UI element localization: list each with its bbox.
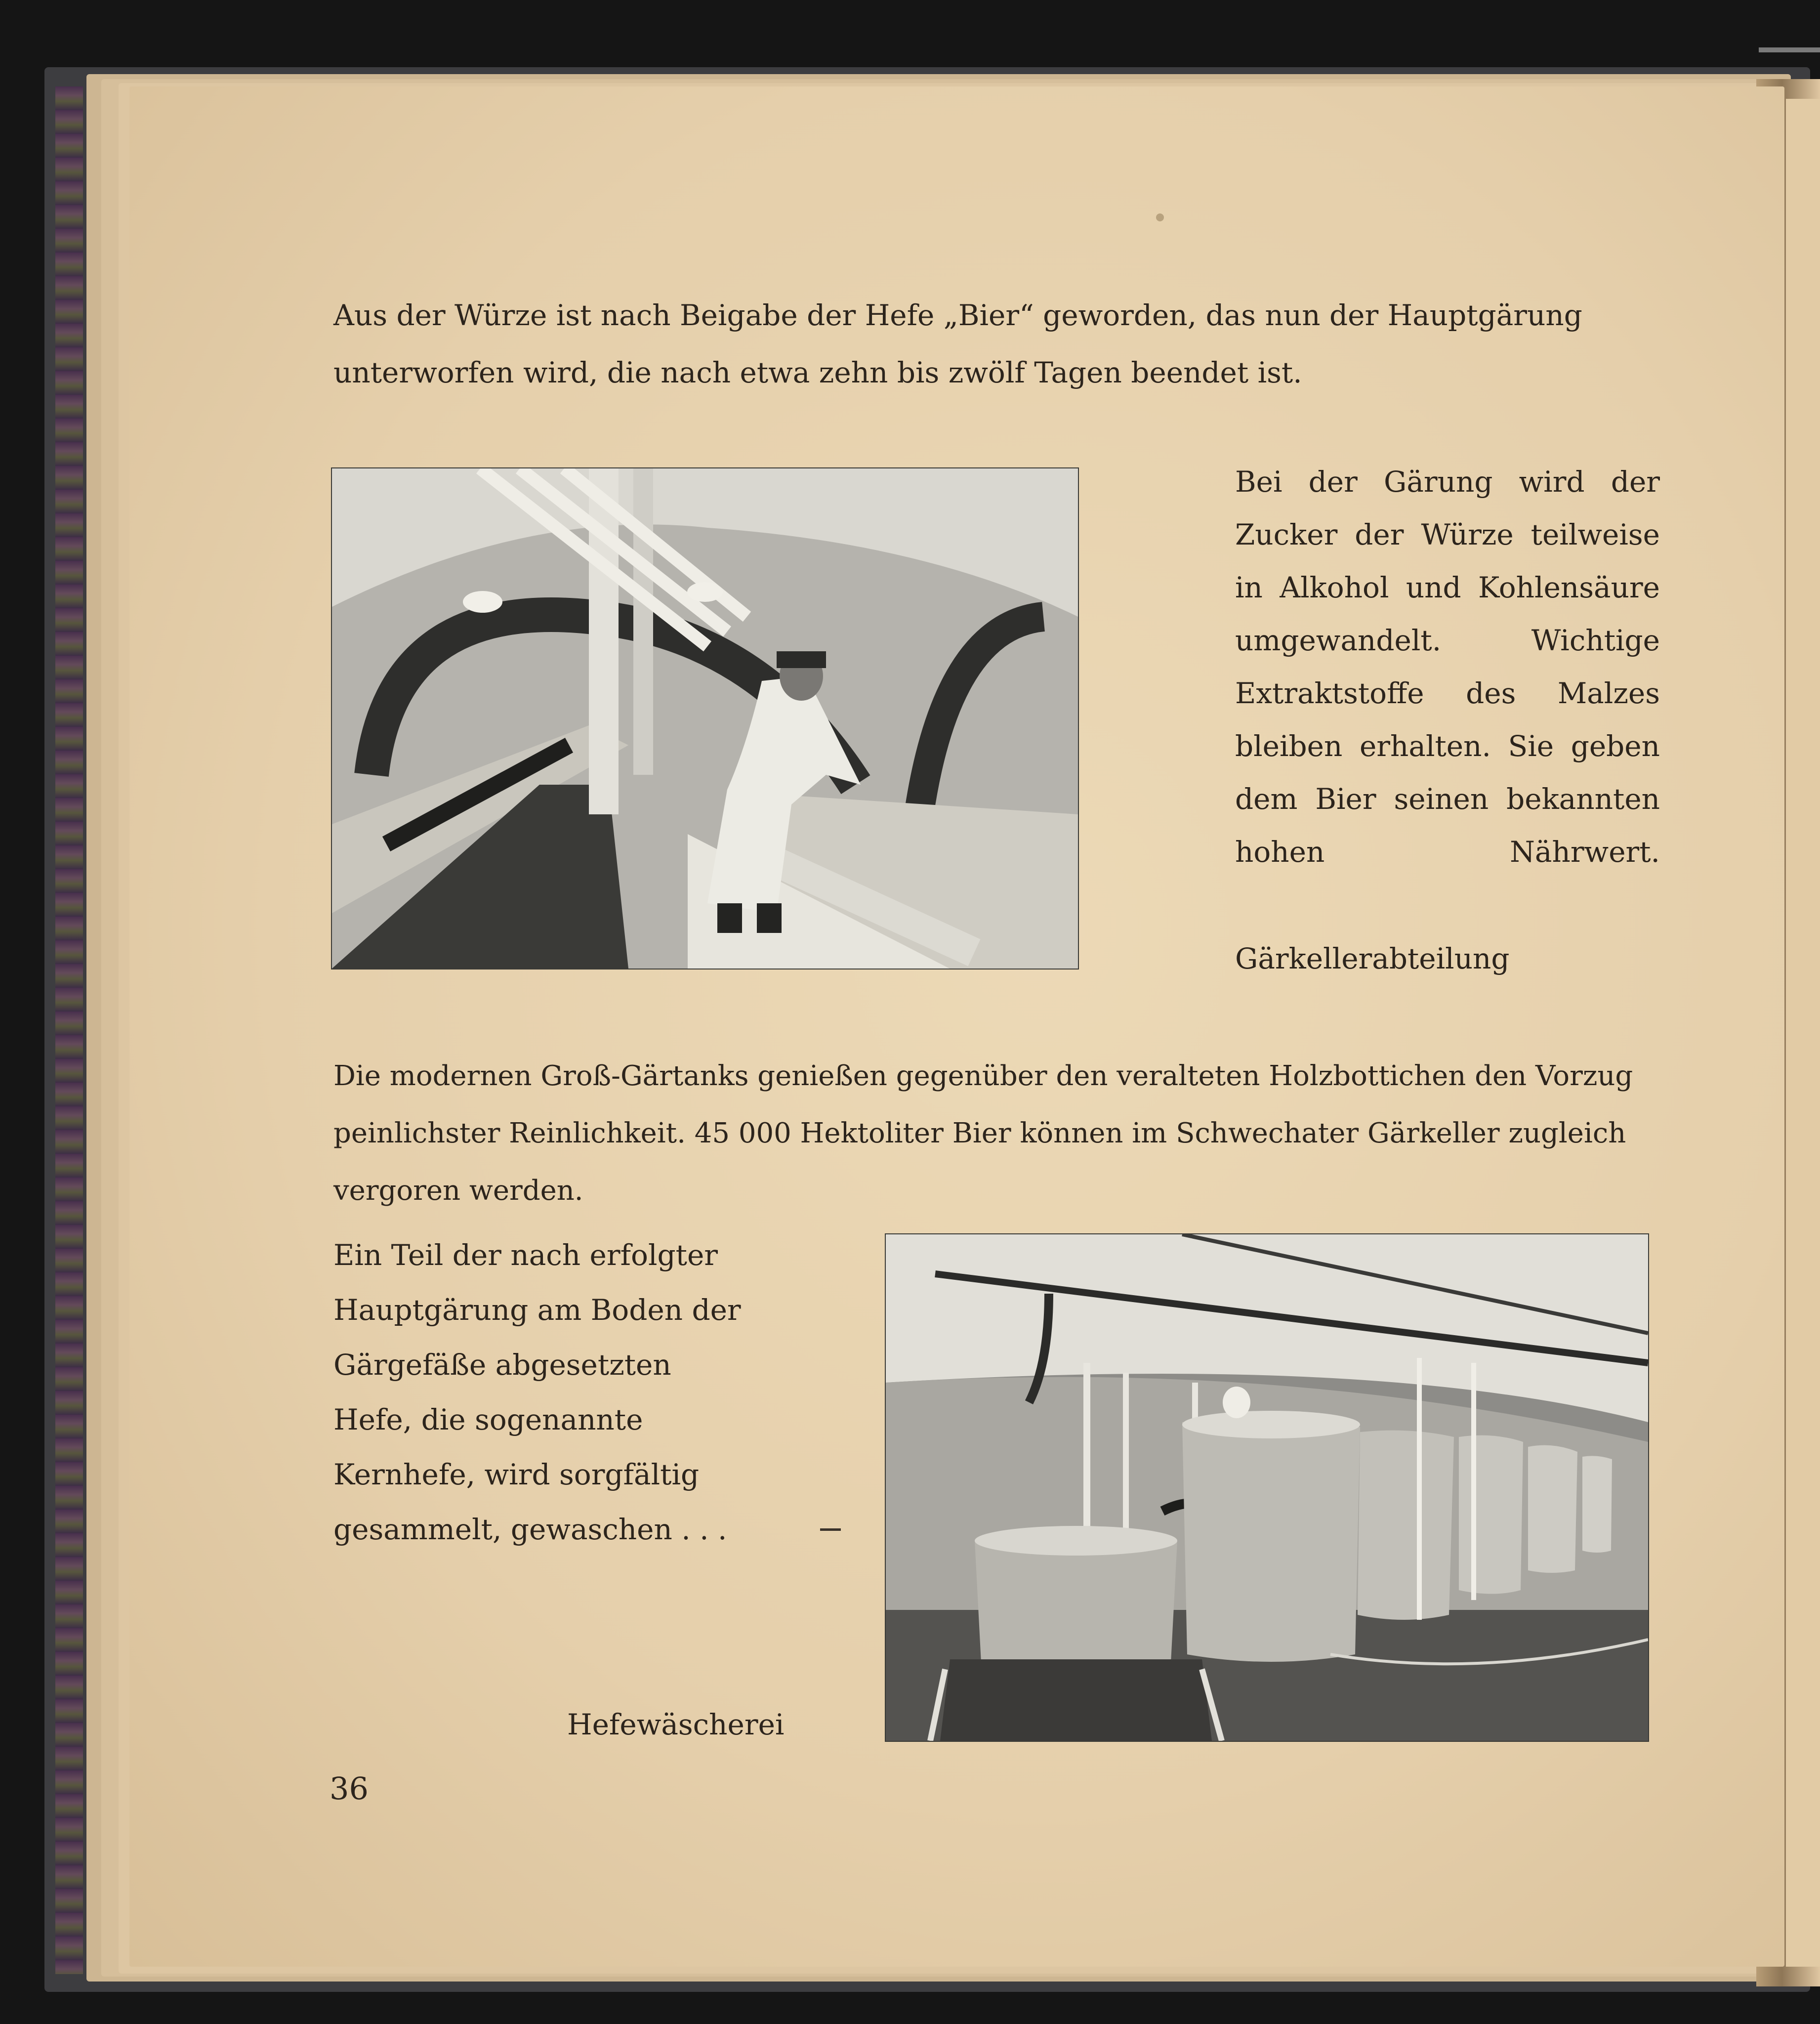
paragraph-tanks: Die modernen Groß-Gärtanks genießen gegenüber den veralteten Holzbottichen den Vorzug peinlichster Reinlichkeit. 45 000 Hektoliter Bier können im Schwechater Gärkeller zugleich vergoren werden. [333,1060,1633,1207]
page-number: 36 [330,1771,369,1807]
caption-yeast-washing: Hefewäscherei [567,1708,785,1741]
photo-yeast-washing [886,1234,1648,1741]
paper-speck [1156,213,1164,221]
paragraph-fermentation: Bei der Gärung wird der Zucker der Würze teilweise in Alkohol und Kohlensäure umgewandelt. Wichtige Extraktstoffe des Malzes bleiben erhalten. Sie geben dem Bier seinen bekannten hohen Nährwert. [1235,465,1660,869]
margin-mark [820,1528,841,1531]
paragraph-yeast: Ein Teil der nach erfolgter Hauptgärung am Boden der Gärgefäße abgesetzten Hefe, die sogenannte Kernhefe, wird sorgfältig gesammelt, gewaschen . . . [333,1238,741,1546]
paragraph-intro: Aus der Würze ist nach Beigabe der Hefe „Bier“ geworden, das nun der Hauptgärung unterworfen wird, die nach etwa zehn bis zwölf Tagen beendet ist. [333,298,1582,389]
caption-fermentation-cellar: Gärkellerabteilung [1235,942,1510,975]
facing-page-edge [1786,99,1820,1967]
cover-marbled-edge [55,86,83,1974]
yeast-photo-drawing [886,1234,1648,1741]
photo-fermentation-cellar [332,468,1078,969]
cellar-photo-drawing [332,468,1078,969]
bookmark-edge [1759,47,1820,52]
